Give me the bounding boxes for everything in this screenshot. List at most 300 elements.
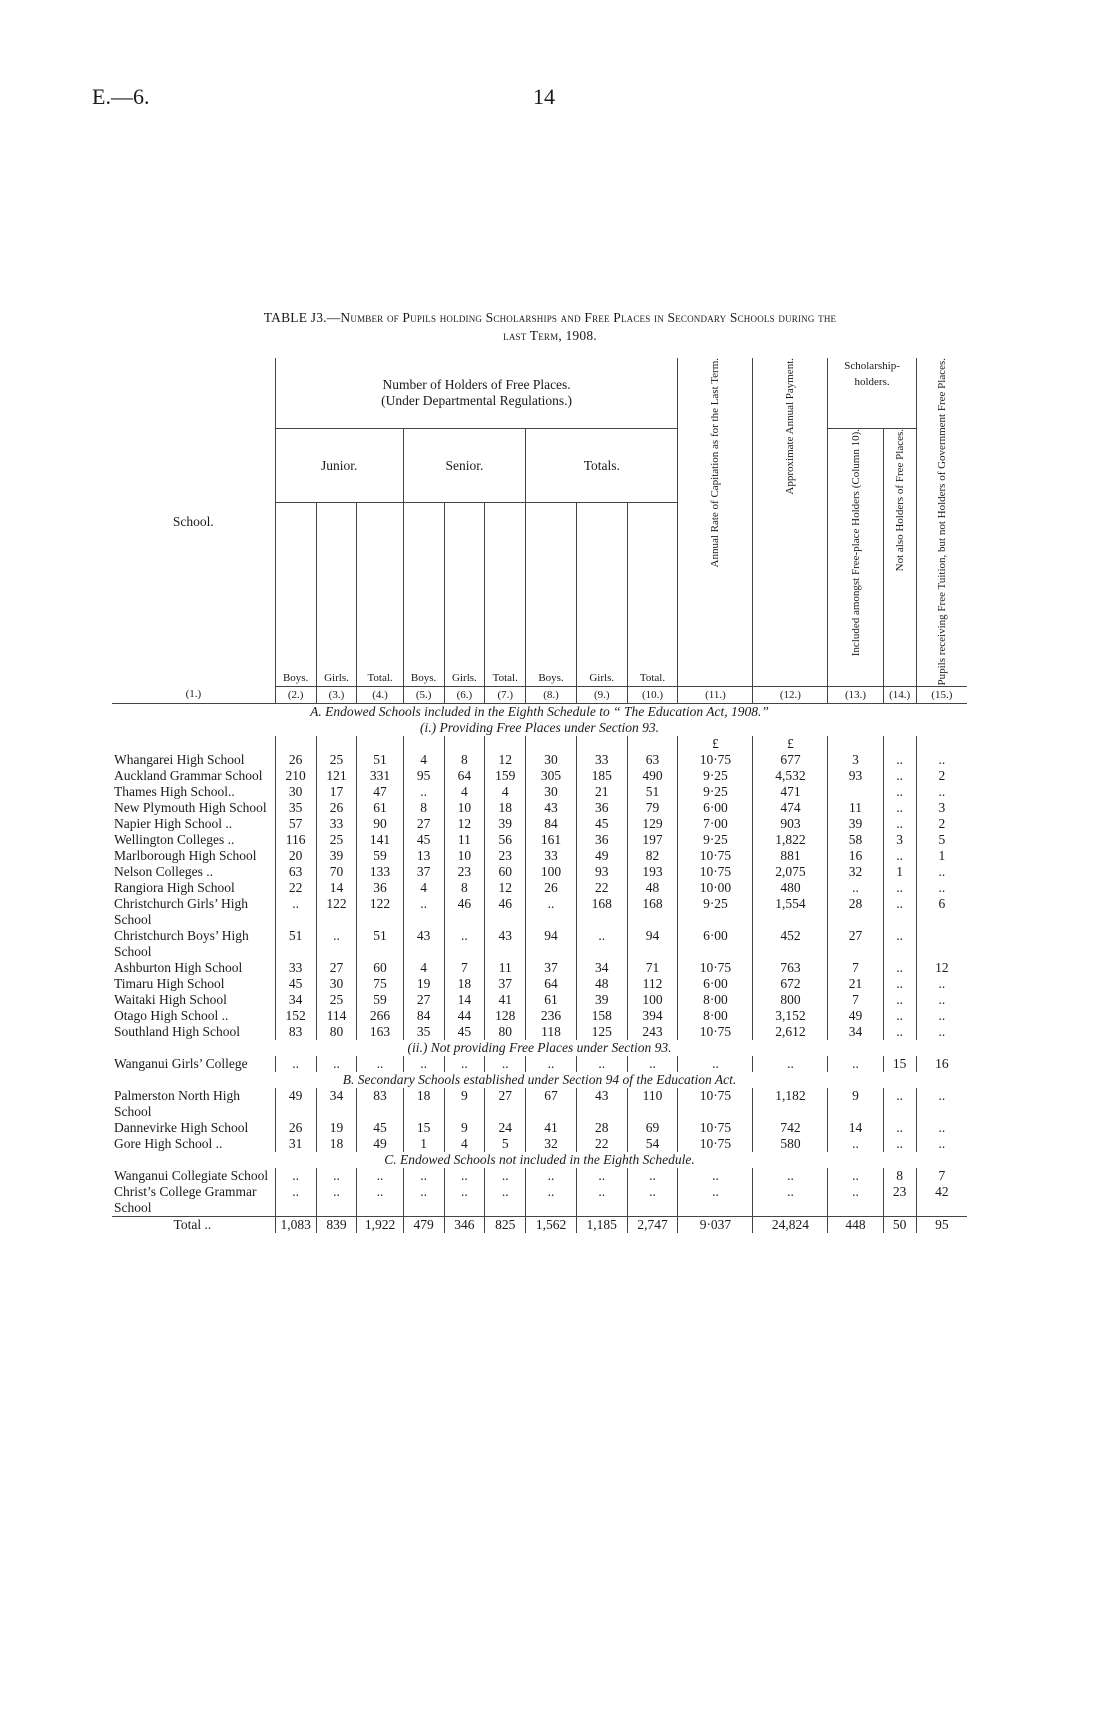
table-cell: 94	[627, 928, 678, 960]
section-a-subheading-text: (i.) Providing Free Places under Section 93.	[420, 719, 659, 735]
table-cell: ..	[444, 928, 485, 960]
table-cell: 100	[627, 992, 678, 1008]
table-cell: 10·75	[678, 864, 753, 880]
table-cell: 394	[627, 1008, 678, 1024]
table-cell: ..	[883, 992, 916, 1008]
header-totals-total: Total.	[627, 503, 678, 686]
col-num: (6.)	[444, 686, 485, 703]
table-cell: 37	[526, 960, 577, 976]
table-cell: 33	[576, 752, 627, 768]
school-name: Timaru High School	[114, 975, 225, 991]
table-cell: 69	[627, 1120, 678, 1136]
table-cell: 63	[627, 752, 678, 768]
total-cell: 825	[485, 1216, 526, 1233]
table-cell: 2,075	[753, 864, 828, 880]
table-cell: 10·75	[678, 1088, 753, 1120]
table-cell: 45	[357, 1120, 403, 1136]
table-cell: 3	[883, 832, 916, 848]
table-cell: 61	[526, 992, 577, 1008]
table-cell: 18	[485, 800, 526, 816]
col-num: (5.)	[403, 686, 444, 703]
table-cell: 152	[275, 1008, 316, 1024]
table-cell: ..	[678, 1056, 753, 1072]
table-cell: 4	[444, 784, 485, 800]
total-cell: 2,747	[627, 1216, 678, 1233]
table-cell: 18	[403, 1088, 444, 1120]
table-cell: ..	[883, 960, 916, 976]
table-cell: 4	[403, 752, 444, 768]
table-cell: ..	[576, 928, 627, 960]
table-row	[112, 768, 967, 784]
school-name: Thames High School..	[114, 783, 235, 799]
table-cell: 46	[485, 896, 526, 928]
table-cell: 30	[316, 976, 357, 992]
table-cell: 580	[753, 1136, 828, 1152]
table-cell: ..	[526, 1168, 577, 1184]
table-cell: 49	[576, 848, 627, 864]
school-name: Gore High School ..	[114, 1135, 223, 1151]
table-cell: ..	[883, 768, 916, 784]
table-cell: 266	[357, 1008, 403, 1024]
table-cell: ..	[316, 1056, 357, 1072]
header-annual-rate: Annual Rate of Capitation as for the Last Term.	[678, 358, 753, 686]
table-cell: 114	[316, 1008, 357, 1024]
table-cell: 141	[357, 832, 403, 848]
table-cell: 33	[526, 848, 577, 864]
school-name: Otago High School ..	[114, 1007, 229, 1023]
table-cell: 10·75	[678, 1024, 753, 1040]
table-cell: 51	[275, 928, 316, 960]
table-row	[112, 960, 967, 976]
table-cell: 110	[627, 1088, 678, 1120]
table-cell: 39	[316, 848, 357, 864]
table-cell: 32	[526, 1136, 577, 1152]
header-free-tuition: Pupils receiving Free Tuition, but not Holders of Government Free Places.	[916, 358, 967, 686]
table-cell: 37	[485, 976, 526, 992]
header-free-places-group: Number of Holders of Free Places. (Under Departmental Regulations.)	[275, 358, 678, 429]
table-row	[112, 752, 967, 768]
table-cell: 12	[485, 752, 526, 768]
table-cell: ..	[883, 800, 916, 816]
section-a-subheading2	[112, 1040, 967, 1056]
table-cell: 9·25	[678, 832, 753, 848]
table-row	[112, 1136, 967, 1152]
table-row	[112, 880, 967, 896]
school-name: Napier High School ..	[114, 815, 233, 831]
table-cell: ..	[576, 1168, 627, 1184]
table-cell: ..	[883, 1024, 916, 1040]
table-cell: 4	[485, 784, 526, 800]
table-cell: 159	[485, 768, 526, 784]
header-included-amongst: Included amongst Free-place Holders (Column 10).	[828, 429, 883, 687]
table-cell: 742	[753, 1120, 828, 1136]
table-cell: ..	[828, 880, 883, 896]
header-scholarship-holders: Scholarship-holders.	[828, 358, 916, 429]
table-cell: 11	[828, 800, 883, 816]
table-cell: 39	[828, 816, 883, 832]
table-row	[112, 896, 967, 928]
table-cell: 84	[526, 816, 577, 832]
table-cell: 16	[916, 1056, 967, 1072]
table-cell: 4	[403, 880, 444, 896]
table-cell: 58	[828, 832, 883, 848]
table-cell: ..	[916, 864, 967, 880]
school-name: Southland High School	[114, 1023, 241, 1039]
table-cell: 33	[275, 960, 316, 976]
table-cell: 1,182	[753, 1088, 828, 1120]
table-cell: 39	[576, 992, 627, 1008]
total-cell: 9·037	[678, 1216, 753, 1233]
table-cell: 57	[275, 816, 316, 832]
table-cell: 1	[883, 864, 916, 880]
table-cell: ..	[916, 1008, 967, 1024]
table-cell: 800	[753, 992, 828, 1008]
table-cell: 331	[357, 768, 403, 784]
table-cell: 5	[485, 1136, 526, 1152]
table-cell: 83	[275, 1024, 316, 1040]
table-cell: 6·00	[678, 928, 753, 960]
table-row	[112, 864, 967, 880]
table-cell: 9·25	[678, 768, 753, 784]
table-cell: ..	[753, 1056, 828, 1072]
table-row	[112, 1168, 967, 1184]
total-cell: 1,185	[576, 1216, 627, 1233]
table-cell: ..	[916, 784, 967, 800]
table-cell: ..	[916, 976, 967, 992]
col-num: (1.)	[112, 686, 275, 703]
table-cell: 122	[316, 896, 357, 928]
col-num: (7.)	[485, 686, 526, 703]
table-cell: 11	[485, 960, 526, 976]
school-name: Wanganui Collegiate School	[114, 1167, 269, 1183]
table-cell: ..	[403, 896, 444, 928]
table-cell: 121	[316, 768, 357, 784]
table-cell: ..	[403, 1168, 444, 1184]
table-cell: 672	[753, 976, 828, 992]
table-cell: 10·00	[678, 880, 753, 896]
table-cell: 27	[828, 928, 883, 960]
col-num: (15.)	[916, 686, 967, 703]
total-cell: 346	[444, 1216, 485, 1233]
table-cell: 27	[403, 992, 444, 1008]
school-name: Auckland Grammar School	[114, 767, 263, 783]
section-a-subheading2-text: (ii.) Not providing Free Places under Section 93.	[407, 1039, 672, 1055]
table-cell: 20	[275, 848, 316, 864]
header-school: School.	[172, 514, 214, 529]
table-cell: 6·00	[678, 976, 753, 992]
col-num: (4.)	[357, 686, 403, 703]
table-cell: ..	[883, 880, 916, 896]
table-cell: 30	[275, 784, 316, 800]
table-cell: ..	[916, 1024, 967, 1040]
table-cell: 22	[275, 880, 316, 896]
table-cell: 193	[627, 864, 678, 880]
table-cell: 26	[275, 1120, 316, 1136]
school-name: Whangarei High School	[114, 751, 245, 767]
table-cell: 93	[828, 768, 883, 784]
col-num: (10.)	[627, 686, 678, 703]
table-cell: 10·75	[678, 1136, 753, 1152]
table-cell: ..	[916, 992, 967, 1008]
table-cell: 25	[316, 832, 357, 848]
table-cell: 14	[316, 880, 357, 896]
table-cell: 48	[576, 976, 627, 992]
table-cell: 5	[916, 832, 967, 848]
table-cell: 37	[403, 864, 444, 880]
table-cell: 4	[444, 1136, 485, 1152]
table-cell: 4	[403, 960, 444, 976]
table-cell: 34	[576, 960, 627, 976]
table-cell: 30	[526, 784, 577, 800]
table-cell: 7	[444, 960, 485, 976]
table-row	[112, 784, 967, 800]
total-cell: 50	[883, 1216, 916, 1233]
table-cell: 43	[576, 1088, 627, 1120]
table-cell: ..	[883, 848, 916, 864]
table-cell: 45	[576, 816, 627, 832]
table-cell: ..	[357, 1056, 403, 1072]
table-cell: ..	[883, 1008, 916, 1024]
table-cell: 10	[444, 848, 485, 864]
table-cell: ..	[828, 1168, 883, 1184]
table-cell: 70	[316, 864, 357, 880]
table-body	[112, 703, 967, 1233]
table-cell: 197	[627, 832, 678, 848]
table-cell: 12	[485, 880, 526, 896]
table-cell: ..	[275, 1168, 316, 1184]
table-cell: 15	[403, 1120, 444, 1136]
table-header	[112, 358, 967, 703]
table-cell: 12	[444, 816, 485, 832]
table-cell: 125	[576, 1024, 627, 1040]
table-cell: 236	[526, 1008, 577, 1024]
table-cell: 490	[627, 768, 678, 784]
section-a-heading-text: A. Endowed Schools included in the Eighth Schedule to “ The Education Act, 1908.”	[310, 703, 769, 719]
table-cell: 51	[627, 784, 678, 800]
table-cell: 2,612	[753, 1024, 828, 1040]
school-name: Wanganui Girls’ College	[114, 1055, 248, 1071]
table-cell: ..	[883, 1136, 916, 1152]
table-cell: 59	[357, 848, 403, 864]
table-cell: ..	[678, 1168, 753, 1184]
table-cell: 118	[526, 1024, 577, 1040]
header-approx-payment: Approximate Annual Payment.	[753, 358, 828, 686]
header-totals-girls: Girls.	[576, 503, 627, 686]
table-cell: 471	[753, 784, 828, 800]
table-cell: 168	[576, 896, 627, 928]
table-cell: 48	[627, 880, 678, 896]
table-cell: ..	[627, 1168, 678, 1184]
table-cell: 9·25	[678, 896, 753, 928]
col-num: (12.)	[753, 686, 828, 703]
table-cell: 8	[883, 1168, 916, 1184]
table-cell: 30	[526, 752, 577, 768]
table-row	[112, 832, 967, 848]
table-cell: 6·00	[678, 800, 753, 816]
table-cell: 34	[316, 1088, 357, 1120]
table-cell: ..	[403, 784, 444, 800]
table-cell: ..	[627, 1056, 678, 1072]
table-cell: 80	[316, 1024, 357, 1040]
table-cell: 10·75	[678, 960, 753, 976]
total-cell: 1,922	[357, 1216, 403, 1233]
table-cell: 4,532	[753, 768, 828, 784]
table-cell: 35	[275, 800, 316, 816]
table-cell: ..	[444, 1168, 485, 1184]
table-cell: 21	[828, 976, 883, 992]
table-cell: 51	[357, 752, 403, 768]
table-cell: 71	[627, 960, 678, 976]
header-junior-girls: Girls.	[316, 503, 357, 686]
table-cell: ..	[403, 1056, 444, 1072]
table-cell: ..	[485, 1184, 526, 1217]
table-row	[112, 1184, 967, 1217]
table-cell: 93	[576, 864, 627, 880]
header-senior-girls: Girls.	[444, 503, 485, 686]
table-cell: 480	[753, 880, 828, 896]
col-num: (2.)	[275, 686, 316, 703]
table-cell: 35	[403, 1024, 444, 1040]
table-cell: 2	[916, 768, 967, 784]
table-cell: ..	[403, 1184, 444, 1217]
page-number: 14	[533, 84, 555, 109]
header-not-also-holders: Not also Holders of Free Places.	[883, 429, 916, 687]
table-row	[112, 800, 967, 816]
table-cell: 28	[576, 1120, 627, 1136]
table-cell: 3,152	[753, 1008, 828, 1024]
table-cell: 41	[526, 1120, 577, 1136]
table-cell: ..	[916, 752, 967, 768]
table-cell: 11	[444, 832, 485, 848]
table-cell: 8	[444, 752, 485, 768]
table-cell: 6	[916, 896, 967, 928]
table-cell: ..	[316, 928, 357, 960]
table-row	[112, 816, 967, 832]
table-cell: 9	[828, 1088, 883, 1120]
table-cell: ..	[883, 928, 916, 960]
table-cell: ..	[753, 1168, 828, 1184]
table-row	[112, 1120, 967, 1136]
total-cell: 95	[916, 1216, 967, 1233]
table-cell: ..	[526, 1184, 577, 1217]
header-junior-boys: Boys.	[275, 503, 316, 686]
table-row	[112, 848, 967, 864]
table-title	[120, 309, 980, 345]
table-cell: 83	[357, 1088, 403, 1120]
table-cell: 51	[357, 928, 403, 960]
scholarship-table	[112, 358, 967, 1233]
table-cell: 1	[916, 848, 967, 864]
table-cell: 49	[828, 1008, 883, 1024]
table-cell: ..	[753, 1184, 828, 1217]
total-cell: 1,083	[275, 1216, 316, 1233]
school-name: Marlborough High School	[114, 847, 257, 863]
table-row	[112, 1024, 967, 1040]
col-num: (8.)	[526, 686, 577, 703]
table-cell: ..	[883, 896, 916, 928]
table-cell: 79	[627, 800, 678, 816]
table-cell: 10·75	[678, 752, 753, 768]
table-cell: ..	[678, 1184, 753, 1217]
table-cell: ..	[316, 1168, 357, 1184]
table-cell: 36	[576, 800, 627, 816]
table-cell: 18	[444, 976, 485, 992]
table-cell: 75	[357, 976, 403, 992]
table-cell: 22	[576, 880, 627, 896]
table-cell: 46	[444, 896, 485, 928]
section-c-heading-text: C. Endowed Schools not included in the Eighth Schedule.	[384, 1151, 695, 1167]
table-cell: ..	[485, 1168, 526, 1184]
table-row	[112, 1008, 967, 1024]
table-cell: ..	[883, 1120, 916, 1136]
table-cell: 9	[444, 1088, 485, 1120]
table-cell: 3	[828, 752, 883, 768]
table-cell: 60	[357, 960, 403, 976]
school-name: Waitaki High School	[114, 991, 227, 1007]
table-cell: 116	[275, 832, 316, 848]
table-cell: 18	[316, 1136, 357, 1152]
table-cell: 243	[627, 1024, 678, 1040]
table-cell: 42	[916, 1184, 967, 1217]
table-cell: 22	[576, 1136, 627, 1152]
school-name: Christ’s College Grammar School	[114, 1183, 257, 1215]
header-senior: Senior.	[403, 429, 525, 503]
page-section-label: E.—6.	[92, 84, 150, 109]
table-cell: 8	[403, 800, 444, 816]
table-cell: 33	[316, 816, 357, 832]
table-cell: 44	[444, 1008, 485, 1024]
table-cell: ..	[916, 1120, 967, 1136]
col-num: (14.)	[883, 686, 916, 703]
school-name: New Plymouth High School	[114, 799, 267, 815]
table-row	[112, 928, 967, 960]
table-cell: 64	[444, 768, 485, 784]
table-cell: 14	[444, 992, 485, 1008]
table-cell: 45	[403, 832, 444, 848]
currency-symbol: £	[678, 736, 753, 752]
table-row	[112, 992, 967, 1008]
table-cell: 163	[357, 1024, 403, 1040]
section-c-heading	[112, 1152, 967, 1168]
table-cell: 34	[275, 992, 316, 1008]
section-a-heading	[112, 703, 967, 720]
table-cell: ..	[526, 896, 577, 928]
total-cell: 24,824	[753, 1216, 828, 1233]
table-cell: 49	[275, 1088, 316, 1120]
table-cell: 9·25	[678, 784, 753, 800]
table-cell: 7	[828, 960, 883, 976]
table-cell: 122	[357, 896, 403, 928]
table-cell: 45	[275, 976, 316, 992]
table-cell: 8·00	[678, 1008, 753, 1024]
col-num: (13.)	[828, 686, 883, 703]
table-cell: 60	[485, 864, 526, 880]
school-name: Christchurch Girls’ High School	[114, 895, 248, 927]
table-cell: 881	[753, 848, 828, 864]
section-b-heading-text: B. Secondary Schools established under Section 94 of the Education Act.	[342, 1071, 737, 1087]
table-cell: ..	[883, 784, 916, 800]
table-cell: 27	[316, 960, 357, 976]
table-cell: 24	[485, 1120, 526, 1136]
table-cell: 82	[627, 848, 678, 864]
section-b-heading	[112, 1072, 967, 1088]
header-totals-boys: Boys.	[526, 503, 577, 686]
table-cell: 7·00	[678, 816, 753, 832]
table-cell: 7	[828, 992, 883, 1008]
table-cell: 2	[916, 816, 967, 832]
table-cell: 8	[444, 880, 485, 896]
table-cell: ..	[444, 1056, 485, 1072]
